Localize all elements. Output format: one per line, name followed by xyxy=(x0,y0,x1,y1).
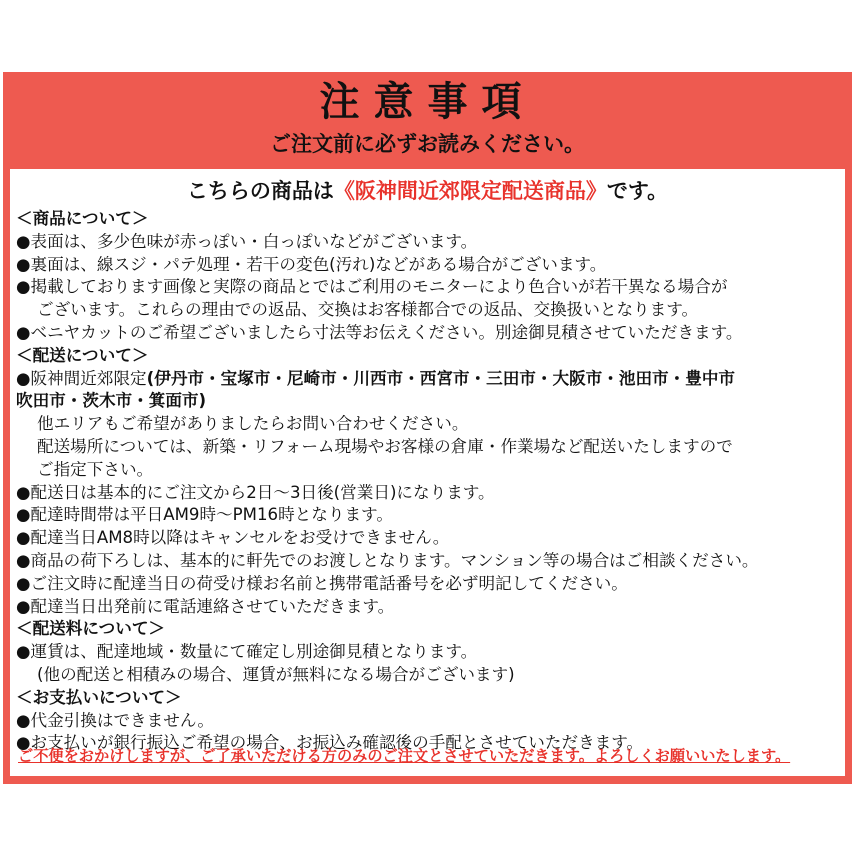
product-item: ●掲載しております画像と実際の商品とではご利用のモニターにより色合いが若干異なる場合が xyxy=(16,277,728,297)
fee-note: (他の配送と相積みの場合、運賃が無料になる場合がございます) xyxy=(37,664,515,684)
section-heading-delivery: ＜配送について＞ xyxy=(16,345,149,365)
delivery-other-area: 他エリアもご希望がありましたらお問い合わせください。 xyxy=(37,414,469,434)
lead-line xyxy=(10,177,845,205)
delivery-item: ●商品の荷下ろしは、基本的に軒先でのお渡しとなります。マンション等の場合はご相談ください。 xyxy=(16,550,759,570)
delivery-area-cities-continued: 吹田市・茨木市・箕面市) xyxy=(16,391,207,411)
notice-body xyxy=(10,169,845,776)
lead-highlight: 《阪神間近郊限定配送商品》 xyxy=(333,179,607,203)
product-item-continued: ございます。これらの理由での返品、交換はお客様都合での返品、交換扱いとなります。 xyxy=(37,300,699,320)
delivery-item: ●配達当日出発前に電話連絡させていただきます。 xyxy=(16,596,395,616)
section-heading-fee: ＜配送料について＞ xyxy=(16,619,166,639)
section-heading-product: ＜商品について＞ xyxy=(16,209,149,228)
notice-header xyxy=(3,72,852,168)
notice-title: 注意事項 xyxy=(319,79,536,125)
delivery-area xyxy=(16,368,842,391)
lead-prefix: こちらの商品は xyxy=(186,179,334,203)
payment-item: ●お支払いが銀行振込ご希望の場合、お振込み確認後の手配とさせていただきます。 xyxy=(16,733,644,753)
delivery-place: 配送場所については、新築・リフォーム現場やお客様の倉庫・作業場など配送いたしますので xyxy=(37,436,733,456)
delivery-area-prefix: ●阪神間近郊限定 xyxy=(16,368,147,388)
product-item: ●裏面は、線スジ・パテ処理・若干の変色(汚れ)などがある場合がございます。 xyxy=(16,254,607,274)
notice-frame xyxy=(3,72,852,784)
fee-item: ●運賃は、配達地域・数量にて確定し別途御見積となります。 xyxy=(16,642,478,662)
payment-item: ●代金引換はできません。 xyxy=(16,710,215,730)
product-item: ●表面は、多少色味が赤っぽい・白っぽいなどがございます。 xyxy=(16,231,478,251)
notice-content xyxy=(16,208,842,755)
section-heading-payment: ＜お支払いについて＞ xyxy=(16,687,182,707)
lead-suffix: です。 xyxy=(606,179,669,203)
delivery-item: ●配達時間帯は平日AM9時～PM16時となります。 xyxy=(16,505,393,525)
notice-subtitle: ご注文前に必ずお読みください。 xyxy=(270,132,585,156)
delivery-place-continued: ご指定下さい。 xyxy=(37,459,154,479)
delivery-item: ●ご注文時に配達当日の荷受け様お名前と携帯電話番号を必ず明記してください。 xyxy=(16,573,628,593)
delivery-area-cities: (伊丹市・宝塚市・尼崎市・川西市・西宮市・三田市・大阪市・池田市・豊中市 xyxy=(146,368,736,388)
delivery-item: ●配達当日AM8時以降はキャンセルをお受けできません。 xyxy=(16,528,450,548)
closing-line: ご不便をおかけしますが、ご了承いただける方のみのご注文とさせていただきます。よろしくお願いいたします。 xyxy=(18,747,791,765)
product-item: ●ベニヤカットのご希望ございましたら寸法等お伝えください。別途御見積させていただきます。 xyxy=(16,322,743,342)
delivery-item: ●配送日は基本的にご注文から2日～3日後(営業日)になります。 xyxy=(16,482,495,502)
